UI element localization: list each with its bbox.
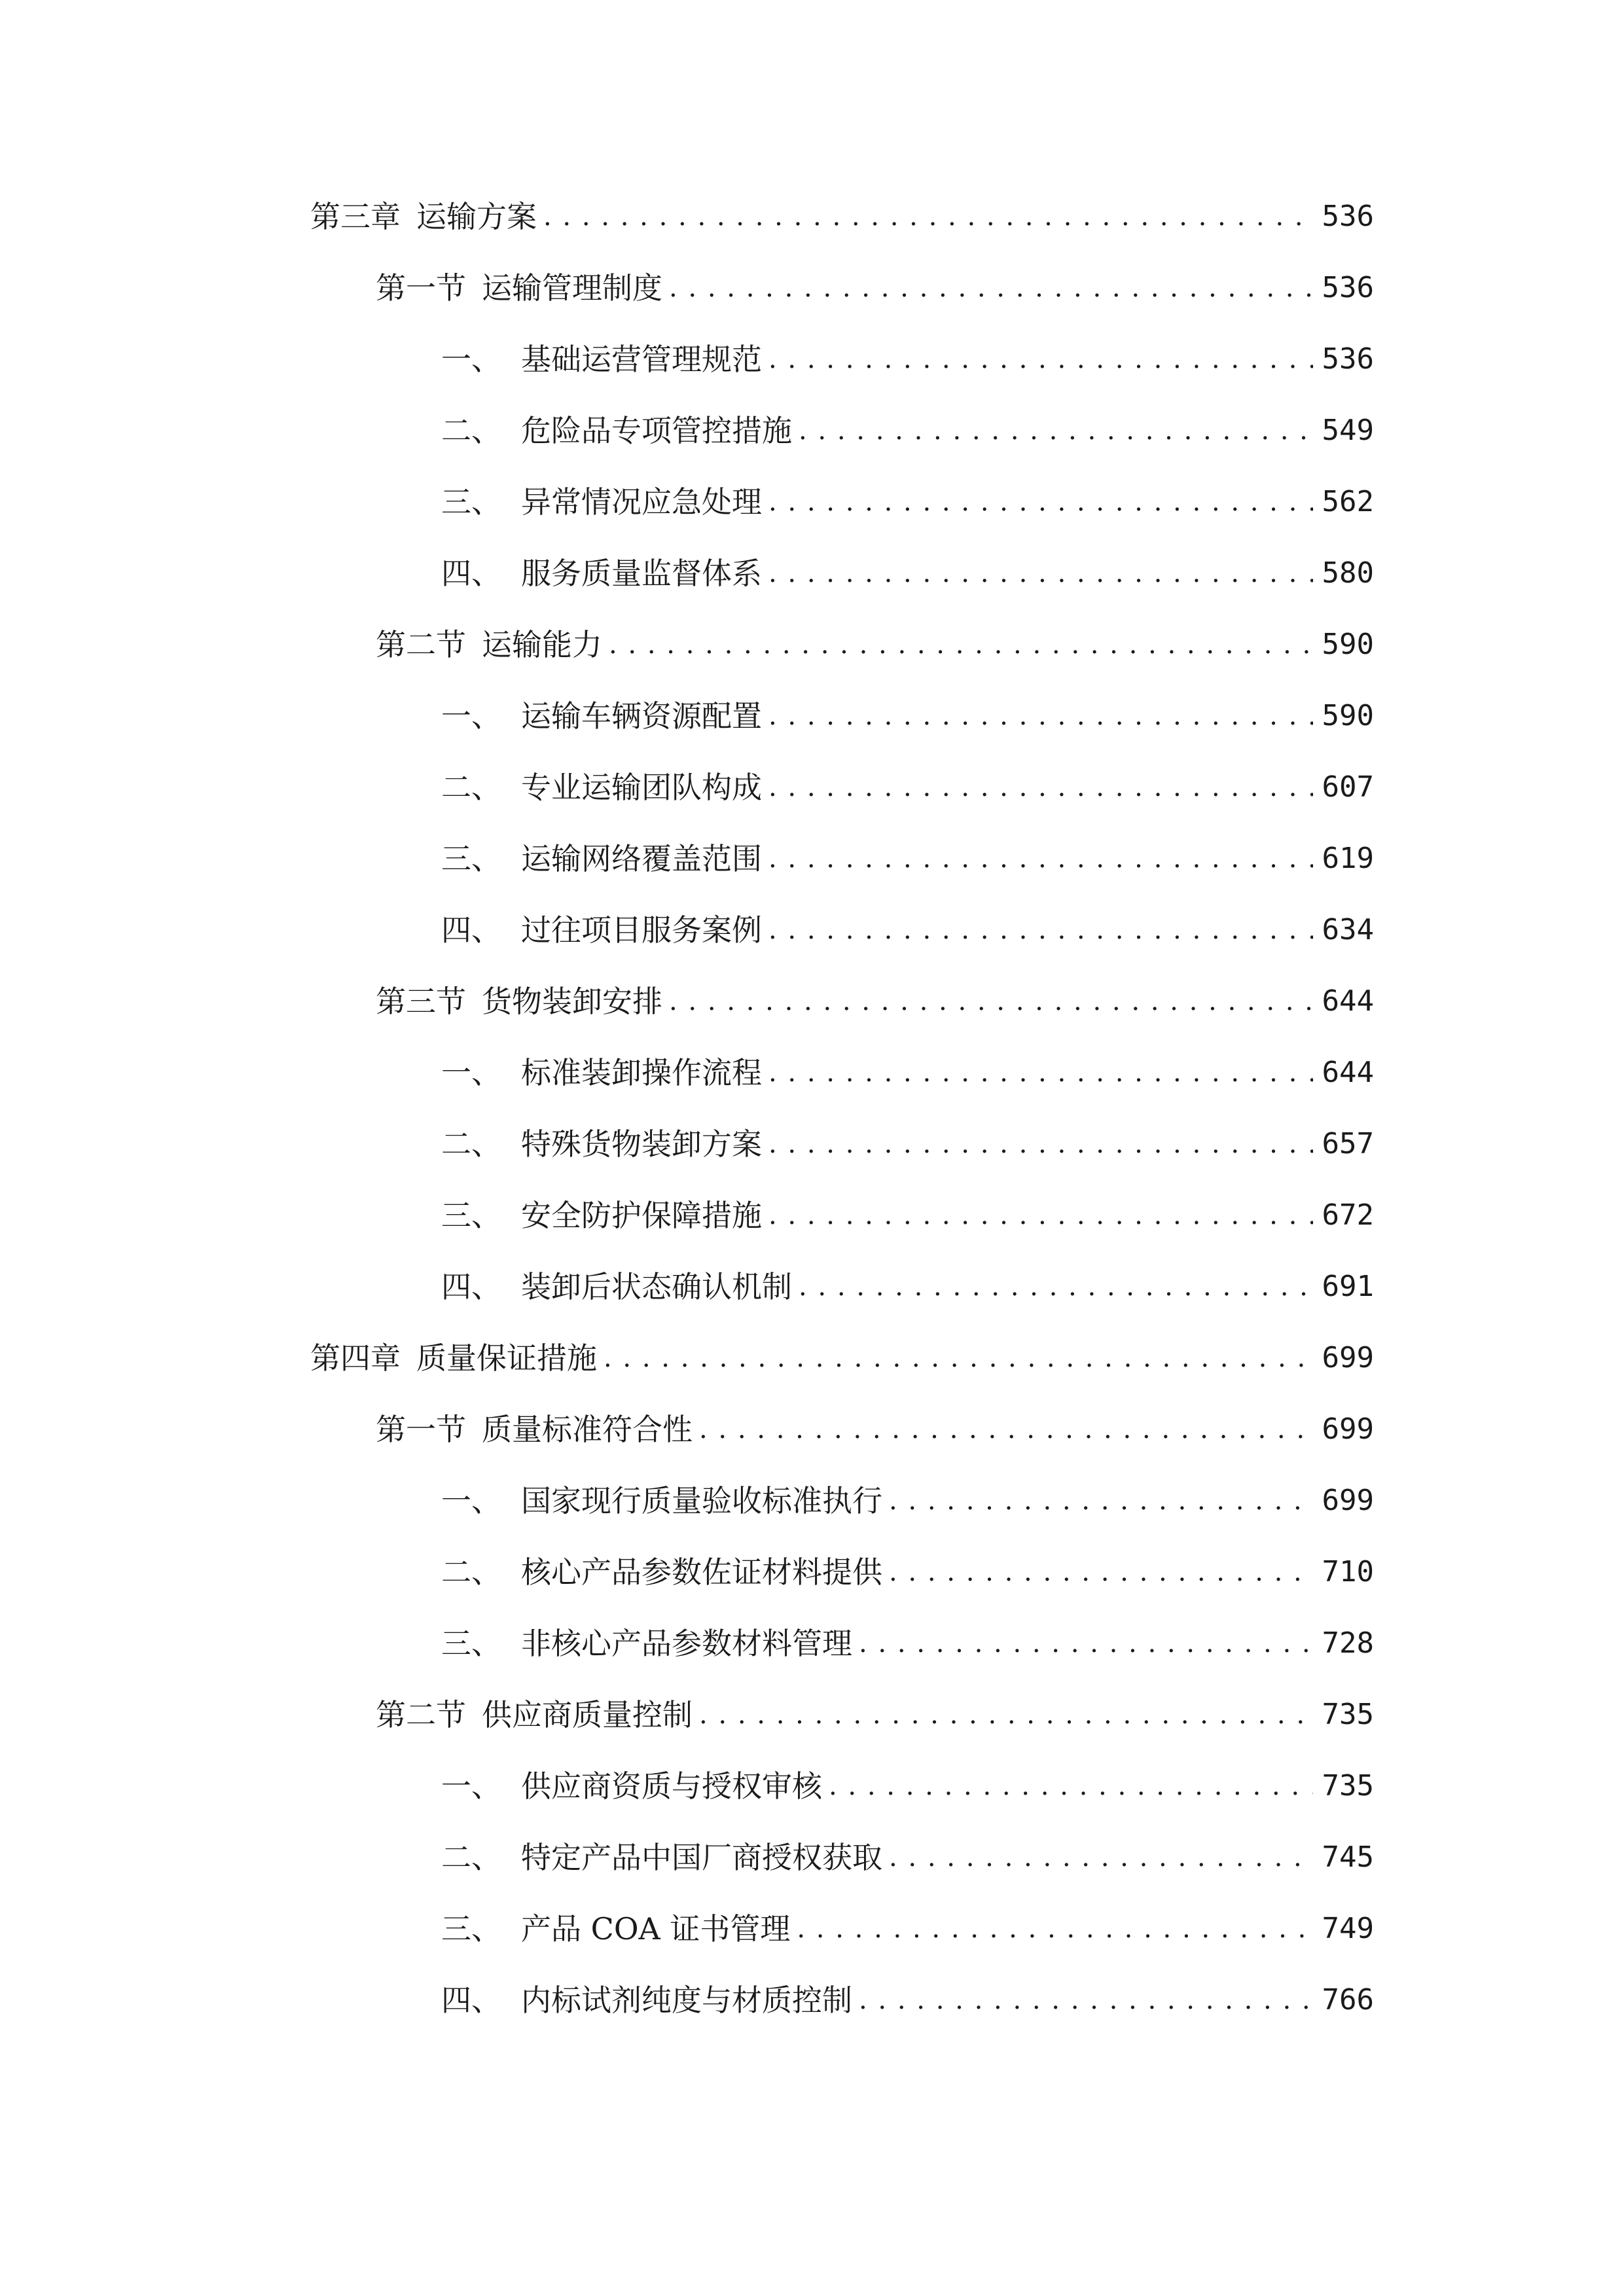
- toc-entry-page: 699: [1322, 1484, 1374, 1517]
- toc-entry-item[interactable]: [441, 1546, 1374, 1598]
- dot-leader: [669, 975, 1313, 1028]
- toc-entry-title: 运输网络覆盖范围: [521, 841, 762, 876]
- toc-entry-section[interactable]: [376, 1403, 1374, 1456]
- dot-leader: [859, 1617, 1313, 1670]
- toc-entry-label: 二、: [441, 413, 501, 448]
- toc-entry-label: 第三章: [310, 199, 401, 234]
- toc-entry-title: 产品 COA 证书管理: [521, 1911, 791, 1946]
- toc-entry-item[interactable]: [441, 761, 1374, 814]
- toc-entry-page: 710: [1322, 1555, 1374, 1588]
- toc-entry-page: 536: [1322, 342, 1374, 376]
- toc-entry-label: 四、: [441, 1269, 501, 1304]
- toc-entry-page: 745: [1322, 1840, 1374, 1874]
- toc-entry-item[interactable]: [441, 1118, 1374, 1170]
- toc-entry-item[interactable]: [441, 1475, 1374, 1527]
- toc-entry-page: 735: [1322, 1769, 1374, 1803]
- toc-entry-label: 二、: [441, 1554, 501, 1590]
- toc-entry-label: 四、: [441, 912, 501, 948]
- dot-leader: [859, 1974, 1313, 2026]
- dot-leader: [889, 1831, 1313, 1884]
- toc-entry-section[interactable]: [376, 619, 1374, 671]
- toc-entry-page: 699: [1322, 1341, 1374, 1374]
- toc-entry-title: 异常情况应急处理: [521, 484, 762, 520]
- toc-entry-title: 标准装卸操作流程: [521, 1055, 762, 1090]
- toc-entry-title: 内标试剂纯度与材质控制: [521, 1982, 852, 2018]
- dot-leader: [543, 190, 1313, 243]
- dot-leader: [768, 547, 1313, 600]
- toc-entry-label: 第四章: [310, 1340, 401, 1376]
- toc-entry-page: 619: [1322, 842, 1374, 875]
- toc-entry-title: 基础运营管理规范: [521, 342, 762, 377]
- toc-entry-page: 644: [1322, 984, 1374, 1018]
- toc-entry-page: 562: [1322, 485, 1374, 518]
- toc-entry-label: 三、: [441, 841, 501, 876]
- toc-entry-page: 749: [1322, 1912, 1374, 1945]
- toc-entry-page: 536: [1322, 200, 1374, 233]
- toc-entry-item[interactable]: [441, 1617, 1374, 1670]
- toc-entry-item[interactable]: [441, 404, 1374, 457]
- toc-entry-label: 第二节: [376, 627, 466, 662]
- toc-entry-section[interactable]: [376, 975, 1374, 1028]
- dot-leader: [768, 690, 1313, 742]
- toc-entry-label: 一、: [441, 698, 501, 734]
- toc-entry-page: 672: [1322, 1198, 1374, 1232]
- dot-leader: [768, 1189, 1313, 1242]
- toc-entry-title: 运输能力: [482, 627, 602, 662]
- toc-entry-title: 安全防护保障措施: [521, 1198, 762, 1233]
- toc-entry-title: 供应商资质与授权审核: [521, 1768, 822, 1804]
- toc-entry-section[interactable]: [376, 262, 1374, 314]
- toc-entry-label: 第一节: [376, 1412, 466, 1447]
- toc-entry-item[interactable]: [441, 1189, 1374, 1242]
- toc-entry-title: 核心产品参数佐证材料提供: [521, 1554, 882, 1590]
- toc-entry-title: 特殊货物装卸方案: [521, 1126, 762, 1162]
- toc-entry-label: 第二节: [376, 1697, 466, 1732]
- toc-entry-page: 766: [1322, 1983, 1374, 2017]
- toc-entry-page: 549: [1322, 414, 1374, 447]
- dot-leader: [768, 1118, 1313, 1170]
- toc-entry-title: 非核心产品参数材料管理: [521, 1626, 852, 1661]
- dot-leader: [609, 619, 1313, 671]
- toc-entry-page: 590: [1322, 699, 1374, 732]
- toc-entry-title: 货物装卸安排: [482, 984, 662, 1019]
- toc-entry-item[interactable]: [441, 547, 1374, 600]
- toc-entry-item[interactable]: [441, 1047, 1374, 1099]
- toc-entry-page: 735: [1322, 1698, 1374, 1731]
- toc-entry-title: 国家现行质量验收标准执行: [521, 1483, 882, 1518]
- toc-entry-title: 运输管理制度: [482, 270, 662, 306]
- toc-entry-label: 二、: [441, 1840, 501, 1875]
- toc-entry-item[interactable]: [441, 1974, 1374, 2026]
- dot-leader: [768, 1047, 1313, 1099]
- dot-leader: [699, 1689, 1313, 1741]
- dot-leader: [797, 1903, 1312, 1955]
- toc-entry-page: 590: [1322, 628, 1374, 661]
- toc-entry-item[interactable]: [441, 1261, 1374, 1313]
- dot-leader: [669, 262, 1313, 314]
- dot-leader: [768, 761, 1313, 814]
- dot-leader: [799, 404, 1313, 457]
- toc-entry-title: 运输车辆资源配置: [521, 698, 762, 734]
- toc-entry-title: 装卸后状态确认机制: [521, 1269, 792, 1304]
- toc-entry-title: 服务质量监督体系: [521, 556, 762, 591]
- toc-entry-page: 728: [1322, 1626, 1374, 1660]
- toc-entry-label: 第一节: [376, 270, 466, 306]
- toc-entry-page: 699: [1322, 1412, 1374, 1446]
- toc-entry-page: 691: [1322, 1270, 1374, 1303]
- toc-entry-page: 634: [1322, 913, 1374, 946]
- toc-entry-title: 运输方案: [416, 199, 537, 234]
- toc-entry-item[interactable]: [441, 1903, 1374, 1955]
- toc-entry-chapter[interactable]: [310, 1332, 1374, 1384]
- dot-leader: [768, 333, 1313, 386]
- toc-entry-page: 580: [1322, 556, 1374, 590]
- toc-entry-title: 特定产品中国厂商授权获取: [521, 1840, 882, 1875]
- toc-entry-section[interactable]: [376, 1689, 1374, 1741]
- dot-leader: [889, 1546, 1313, 1598]
- dot-leader: [604, 1332, 1313, 1384]
- dot-leader: [699, 1403, 1313, 1456]
- toc-entry-title: 过往项目服务案例: [521, 912, 762, 948]
- toc-entry-label: 二、: [441, 770, 501, 805]
- toc-entry-label: 四、: [441, 1982, 501, 2018]
- toc-entry-title: 专业运输团队构成: [521, 770, 762, 805]
- dot-leader: [768, 904, 1313, 956]
- toc-entry-title: 质量标准符合性: [482, 1412, 693, 1447]
- toc-entry-item[interactable]: [441, 833, 1374, 885]
- toc-entry-item[interactable]: [441, 1831, 1374, 1884]
- toc-entry-title: 供应商质量控制: [482, 1697, 693, 1732]
- toc-entry-label: 一、: [441, 342, 501, 377]
- toc-entry-label: 二、: [441, 1126, 501, 1162]
- toc-entry-page: 607: [1322, 770, 1374, 804]
- toc-entry-item[interactable]: [441, 904, 1374, 956]
- dot-leader: [889, 1475, 1313, 1527]
- dot-leader: [799, 1261, 1313, 1313]
- toc-entry-page: 657: [1322, 1127, 1374, 1160]
- dot-leader: [768, 833, 1313, 885]
- toc-entry-item[interactable]: [441, 333, 1374, 386]
- toc-entry-item[interactable]: [441, 1760, 1374, 1812]
- toc-entry-title: 质量保证措施: [416, 1340, 597, 1376]
- toc-entry-title: 危险品专项管控措施: [521, 413, 792, 448]
- dot-leader: [829, 1760, 1313, 1812]
- toc-entry-item[interactable]: [441, 476, 1374, 528]
- toc-entry-label: 三、: [441, 1198, 501, 1233]
- toc-entry-label: 三、: [441, 1626, 501, 1661]
- toc-entry-label: 三、: [441, 1911, 501, 1946]
- toc-entry-item[interactable]: [441, 690, 1374, 742]
- dot-leader: [768, 476, 1313, 528]
- toc-entry-label: 一、: [441, 1768, 501, 1804]
- toc-entry-label: 第三节: [376, 984, 466, 1019]
- toc-entry-page: 644: [1322, 1056, 1374, 1089]
- toc-entry-page: 536: [1322, 271, 1374, 304]
- toc-entry-label: 一、: [441, 1483, 501, 1518]
- toc-entry-label: 一、: [441, 1055, 501, 1090]
- toc-entry-label: 三、: [441, 484, 501, 520]
- toc-entry-chapter[interactable]: [310, 190, 1374, 243]
- toc-entry-label: 四、: [441, 556, 501, 591]
